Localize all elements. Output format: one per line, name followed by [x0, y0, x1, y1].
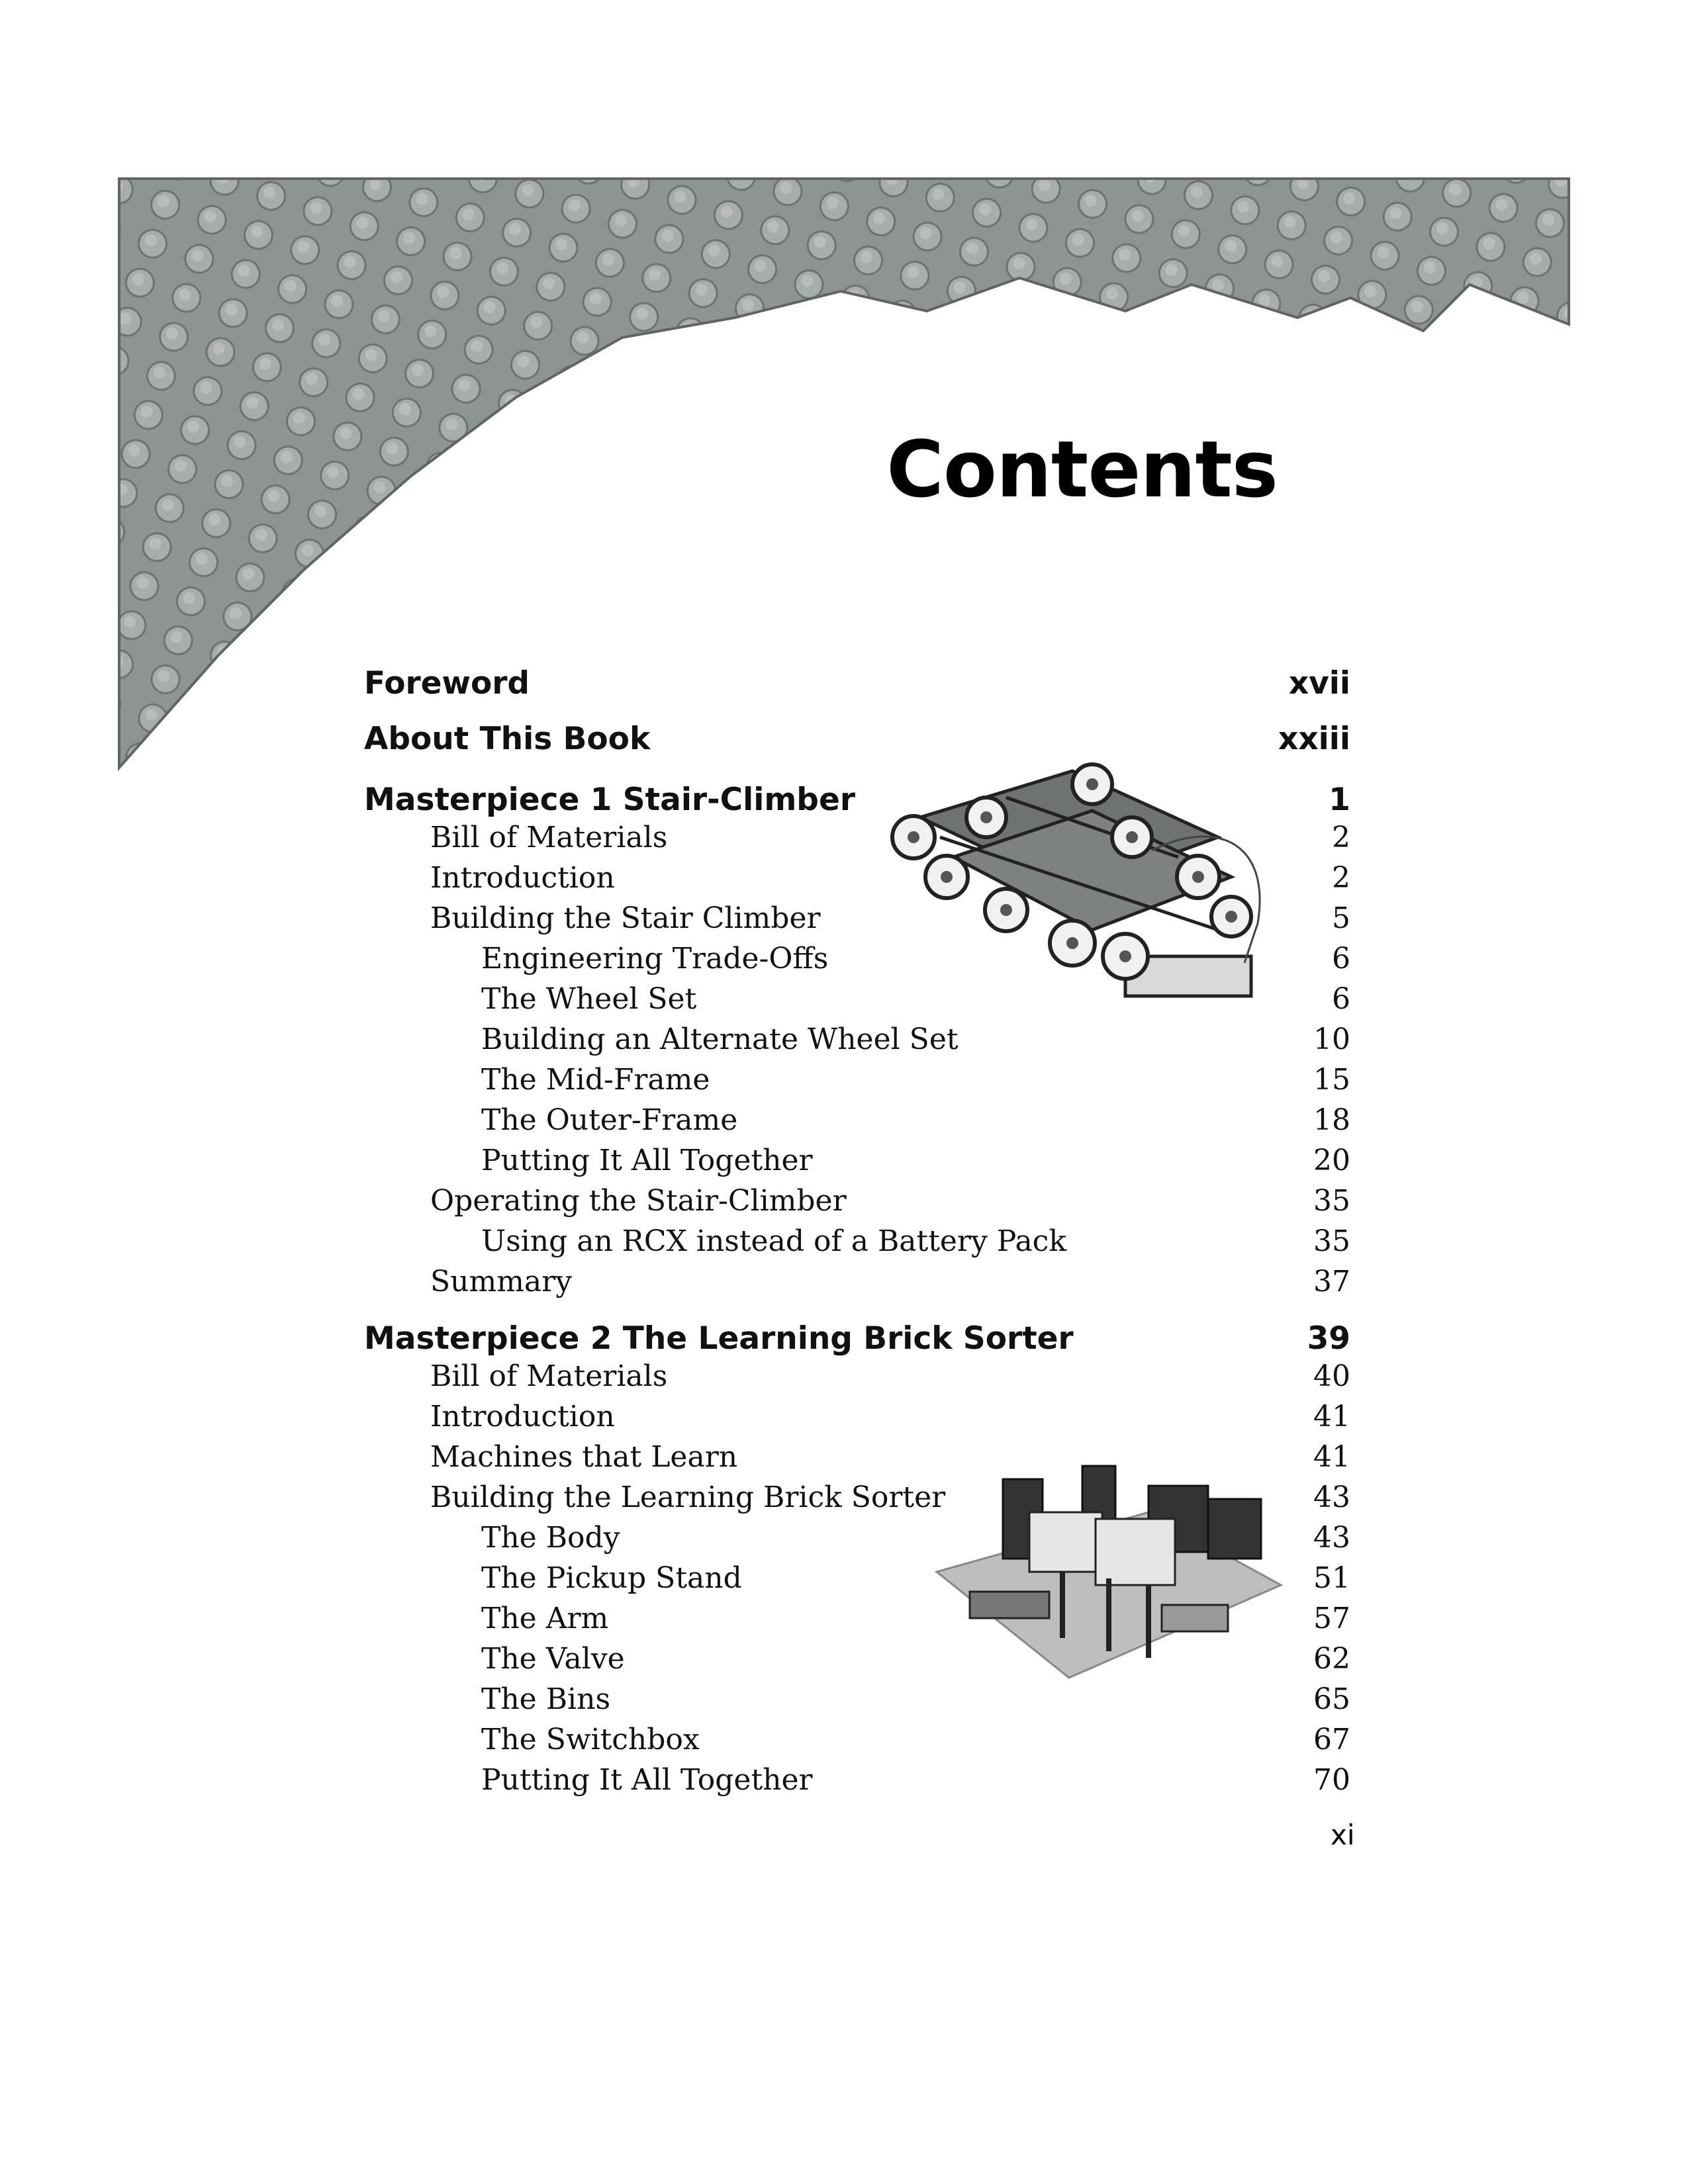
toc-entry-title: Machines that Learn	[430, 1440, 738, 1474]
toc-entry-title: Summary	[430, 1265, 573, 1298]
toc-entry-page: 10	[1313, 1023, 1350, 1056]
toc-entry-page: 35	[1313, 1184, 1350, 1218]
toc-entry-page: 51	[1313, 1561, 1350, 1595]
toc-entry-subsection[interactable]	[364, 1763, 1350, 1803]
toc-entry-subsection[interactable]	[364, 1521, 1350, 1561]
toc-entry-title: The Wheel Set	[481, 982, 697, 1016]
toc-entry-page: 43	[1313, 1480, 1350, 1514]
toc-entry-page: 6	[1332, 942, 1350, 976]
toc-entry-subsection[interactable]	[364, 1144, 1350, 1184]
toc-entry-subsection[interactable]	[364, 1561, 1350, 1602]
toc-entry-title: Introduction	[430, 861, 615, 895]
toc-entry-title: About This Book	[364, 720, 651, 757]
toc-entry-title: Bill of Materials	[430, 1359, 668, 1393]
toc-entry-subsection[interactable]	[364, 942, 1350, 982]
toc-entry-title: Bill of Materials	[430, 821, 668, 854]
toc-entry-page: 65	[1313, 1682, 1350, 1716]
toc-entry-page: 18	[1313, 1103, 1350, 1137]
toc-entry-section[interactable]	[364, 861, 1350, 901]
toc-entry-subsection[interactable]	[364, 1642, 1350, 1682]
page-number: xi	[1331, 1819, 1355, 1851]
toc-entry-title: The Pickup Stand	[481, 1561, 742, 1595]
toc-entry-page: xvii	[1288, 664, 1350, 702]
toc-entry-title: Using an RCX instead of a Battery Pack	[481, 1224, 1066, 1258]
toc-entry-subsection[interactable]	[364, 1103, 1350, 1144]
toc-entry-title: The Mid-Frame	[481, 1063, 710, 1097]
toc-entry-page: 6	[1332, 982, 1350, 1016]
toc-entry-section[interactable]	[364, 1480, 1350, 1521]
toc-entry-page: 37	[1313, 1265, 1350, 1298]
toc-entry-page: 43	[1313, 1521, 1350, 1555]
toc-entry-page: 57	[1313, 1602, 1350, 1635]
page-title: Contents	[886, 424, 1278, 515]
toc-entry-title: The Outer-Frame	[481, 1103, 738, 1137]
toc-entry-title: The Arm	[481, 1602, 609, 1635]
toc-entry-subsection[interactable]	[364, 1682, 1350, 1723]
toc-entry-title: Masterpiece 1 Stair-Climber	[364, 781, 855, 818]
toc-entry-page: 15	[1313, 1063, 1350, 1097]
table-of-contents	[364, 655, 1350, 1803]
toc-entry-page: 67	[1313, 1723, 1350, 1756]
toc-entry-section[interactable]	[364, 1265, 1350, 1305]
toc-entry-section[interactable]	[364, 1440, 1350, 1480]
toc-entry-title: The Valve	[481, 1642, 625, 1676]
toc-entry-page: 41	[1313, 1400, 1350, 1433]
toc-entry-chapter[interactable]	[364, 778, 1350, 821]
toc-entry-title: The Switchbox	[481, 1723, 700, 1756]
toc-entry-page: 2	[1332, 861, 1350, 895]
toc-entry-page: 5	[1332, 901, 1350, 935]
toc-entry-title: Building the Learning Brick Sorter	[430, 1480, 946, 1514]
toc-entry-title: Introduction	[430, 1400, 615, 1433]
toc-entry-page: 2	[1332, 821, 1350, 854]
toc-entry-page: 70	[1313, 1763, 1350, 1797]
toc-entry-title: Putting It All Together	[481, 1144, 813, 1177]
toc-entry-chapter[interactable]	[364, 1317, 1350, 1359]
toc-entry-title: Putting It All Together	[481, 1763, 813, 1797]
toc-entry-section[interactable]	[364, 901, 1350, 942]
toc-entry-section[interactable]	[364, 1359, 1350, 1400]
toc-entry-page: 40	[1313, 1359, 1350, 1393]
toc-entry-page: 35	[1313, 1224, 1350, 1258]
toc-entry-section[interactable]	[364, 821, 1350, 861]
toc-entry-page: 62	[1313, 1642, 1350, 1676]
toc-entry-page: xxiii	[1278, 720, 1350, 757]
toc-entry-title: Foreword	[364, 664, 530, 702]
toc-entry-title: Engineering Trade-Offs	[481, 942, 829, 976]
toc-entry-subsection[interactable]	[364, 1023, 1350, 1063]
toc-entry-title: The Bins	[481, 1682, 611, 1716]
toc-entry-title: Building the Stair Climber	[430, 901, 821, 935]
toc-entry-subsection[interactable]	[364, 1602, 1350, 1642]
toc-entry-subsection[interactable]	[364, 1723, 1350, 1763]
toc-entry-subsection[interactable]	[364, 1224, 1350, 1265]
toc-entry-title: Building an Alternate Wheel Set	[481, 1023, 959, 1056]
toc-entry-section[interactable]	[364, 1400, 1350, 1440]
toc-entry-subsection[interactable]	[364, 982, 1350, 1023]
toc-entry-title: The Body	[481, 1521, 620, 1555]
toc-entry-page: 39	[1307, 1320, 1350, 1357]
toc-entry-page: 20	[1313, 1144, 1350, 1177]
toc-entry-title: Operating the Stair-Climber	[430, 1184, 847, 1218]
toc-entry-chapter[interactable]	[364, 711, 1350, 766]
toc-entry-page: 41	[1313, 1440, 1350, 1474]
toc-entry-title: Masterpiece 2 The Learning Brick Sorter	[364, 1320, 1074, 1357]
toc-entry-chapter[interactable]	[364, 655, 1350, 711]
toc-entry-page: 1	[1329, 781, 1350, 818]
toc-entry-section[interactable]	[364, 1184, 1350, 1224]
toc-entry-subsection[interactable]	[364, 1063, 1350, 1103]
